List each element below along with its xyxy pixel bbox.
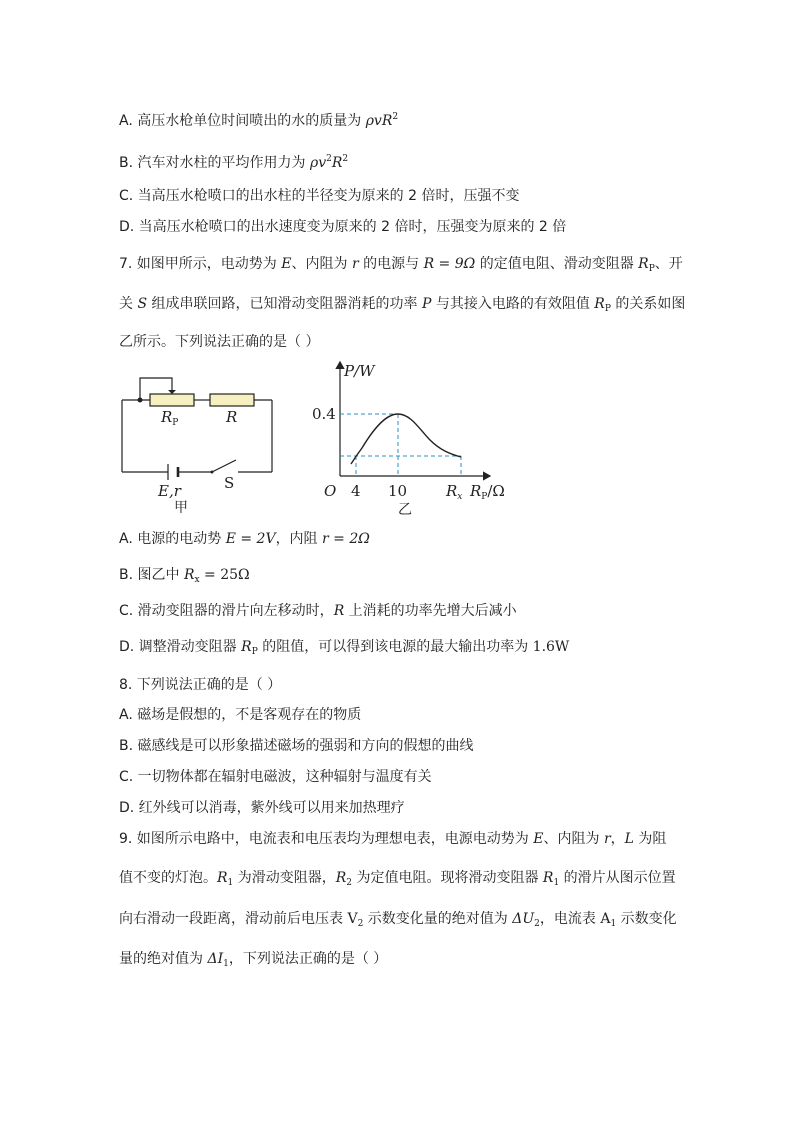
power-graph: [312, 356, 518, 518]
q6-option-c: C. 当高压水枪喷口的出水柱的半径变为原来的 2 倍时，压强不变: [119, 188, 520, 204]
q6-option-d: D. 当高压水枪喷口的出水速度变为原来的 2 倍时，压强变为原来的 2 倍: [119, 219, 567, 235]
resistor-r: [210, 394, 254, 406]
x-axis-label: $R_P/\Omega$: [470, 482, 505, 502]
figure-caption-yi: 乙: [398, 502, 412, 518]
q6-option-b: B. 汽车对水柱的平均作用力为 $\rho v^2R^2$: [119, 154, 349, 171]
r-label: R: [226, 408, 238, 426]
x-tick-4: 4: [351, 482, 361, 500]
slider-arrow-icon: [168, 390, 176, 394]
source-label: E,r: [158, 482, 181, 500]
q7-option-d: D. 调整滑动变阻器 $R_P$ 的阻值，可以得到该电源的最大输出功率为 1.6W: [119, 639, 570, 657]
q9-stem-line-4: 量的绝对值为 $\Delta I_1$，下列说法正确的是（ ）: [119, 951, 388, 969]
q7-stem-line-3: 乙所示。下列说法正确的是（ ）: [119, 334, 320, 350]
q7-option-b: B. 图乙中 $R_x = 25\Omega$: [119, 567, 250, 585]
circuit-diagram: [112, 366, 282, 516]
rheostat-rp: [150, 394, 194, 406]
y-tick-04: 0.4: [312, 405, 336, 423]
q6-option-a: A. 高压水枪单位时间喷出的水的质量为 ρvR$^2$: [119, 112, 399, 129]
figure-caption-jia: 甲: [174, 500, 188, 516]
q7-option-a: A. 电源的电动势 E = 2V，内阻 r = 2Ω: [119, 531, 370, 547]
switch-pivot: [211, 471, 214, 474]
q8-option-c: C. 一切物体都在辐射电磁波，这种辐射与温度有关: [119, 769, 432, 785]
q8-option-a: A. 磁场是假想的，不是客观存在的物质: [119, 707, 362, 723]
origin-label: O: [324, 482, 337, 500]
q9-stem-line-2: 值不变的灯泡。$R_1$ 为滑动变阻器，$R_2$ 为定值电阻。现将滑动变阻器 $R_1$ 的滑片从图示位置: [119, 870, 676, 888]
q9-stem-line-3: 向右滑动一段距离，滑动前后电压表 $V_2$ 示数变化量的绝对值为 $\Delta U_2$，电流表 $A_1$ 示数变化: [119, 911, 677, 929]
junction-dot: [138, 398, 143, 403]
q7-stem-line-1: 7. 如图甲所示，电动势为 E、内阻为 r 的电源与 R = 9Ω 的定值电阻、滑动变阻器 $R_P$、开: [119, 256, 683, 274]
switch-blade: [212, 460, 236, 472]
q7-option-c: C. 滑动变阻器的滑片向左移动时，R 上消耗的功率先增大后减小: [119, 603, 517, 619]
q8-option-b: B. 磁感线是可以形象描述磁场的强弱和方向的假想的曲线: [119, 738, 474, 754]
q9-stem-line-1: 9. 如图所示电路中，电流表和电压表均为理想电表，电源电动势为 E、内阻为 r，L 为阻: [119, 831, 667, 847]
q8-stem: 8. 下列说法正确的是（ ）: [119, 677, 282, 693]
rp-label: $R_P$: [161, 408, 179, 428]
q8-option-d: D. 红外线可以消毒，紫外线可以用来加热理疗: [119, 800, 405, 816]
y-axis-label: P/W: [344, 362, 375, 380]
x-tick-rx: $R_x$: [446, 482, 463, 502]
x-tick-10: 10: [388, 482, 408, 500]
q7-stem-line-2: 关 S 组成串联回路，已知滑动变阻器消耗的功率 P 与其接入电路的有效阻值 $R_P$ 的关系如图: [119, 296, 686, 314]
switch-label: S: [224, 474, 235, 492]
